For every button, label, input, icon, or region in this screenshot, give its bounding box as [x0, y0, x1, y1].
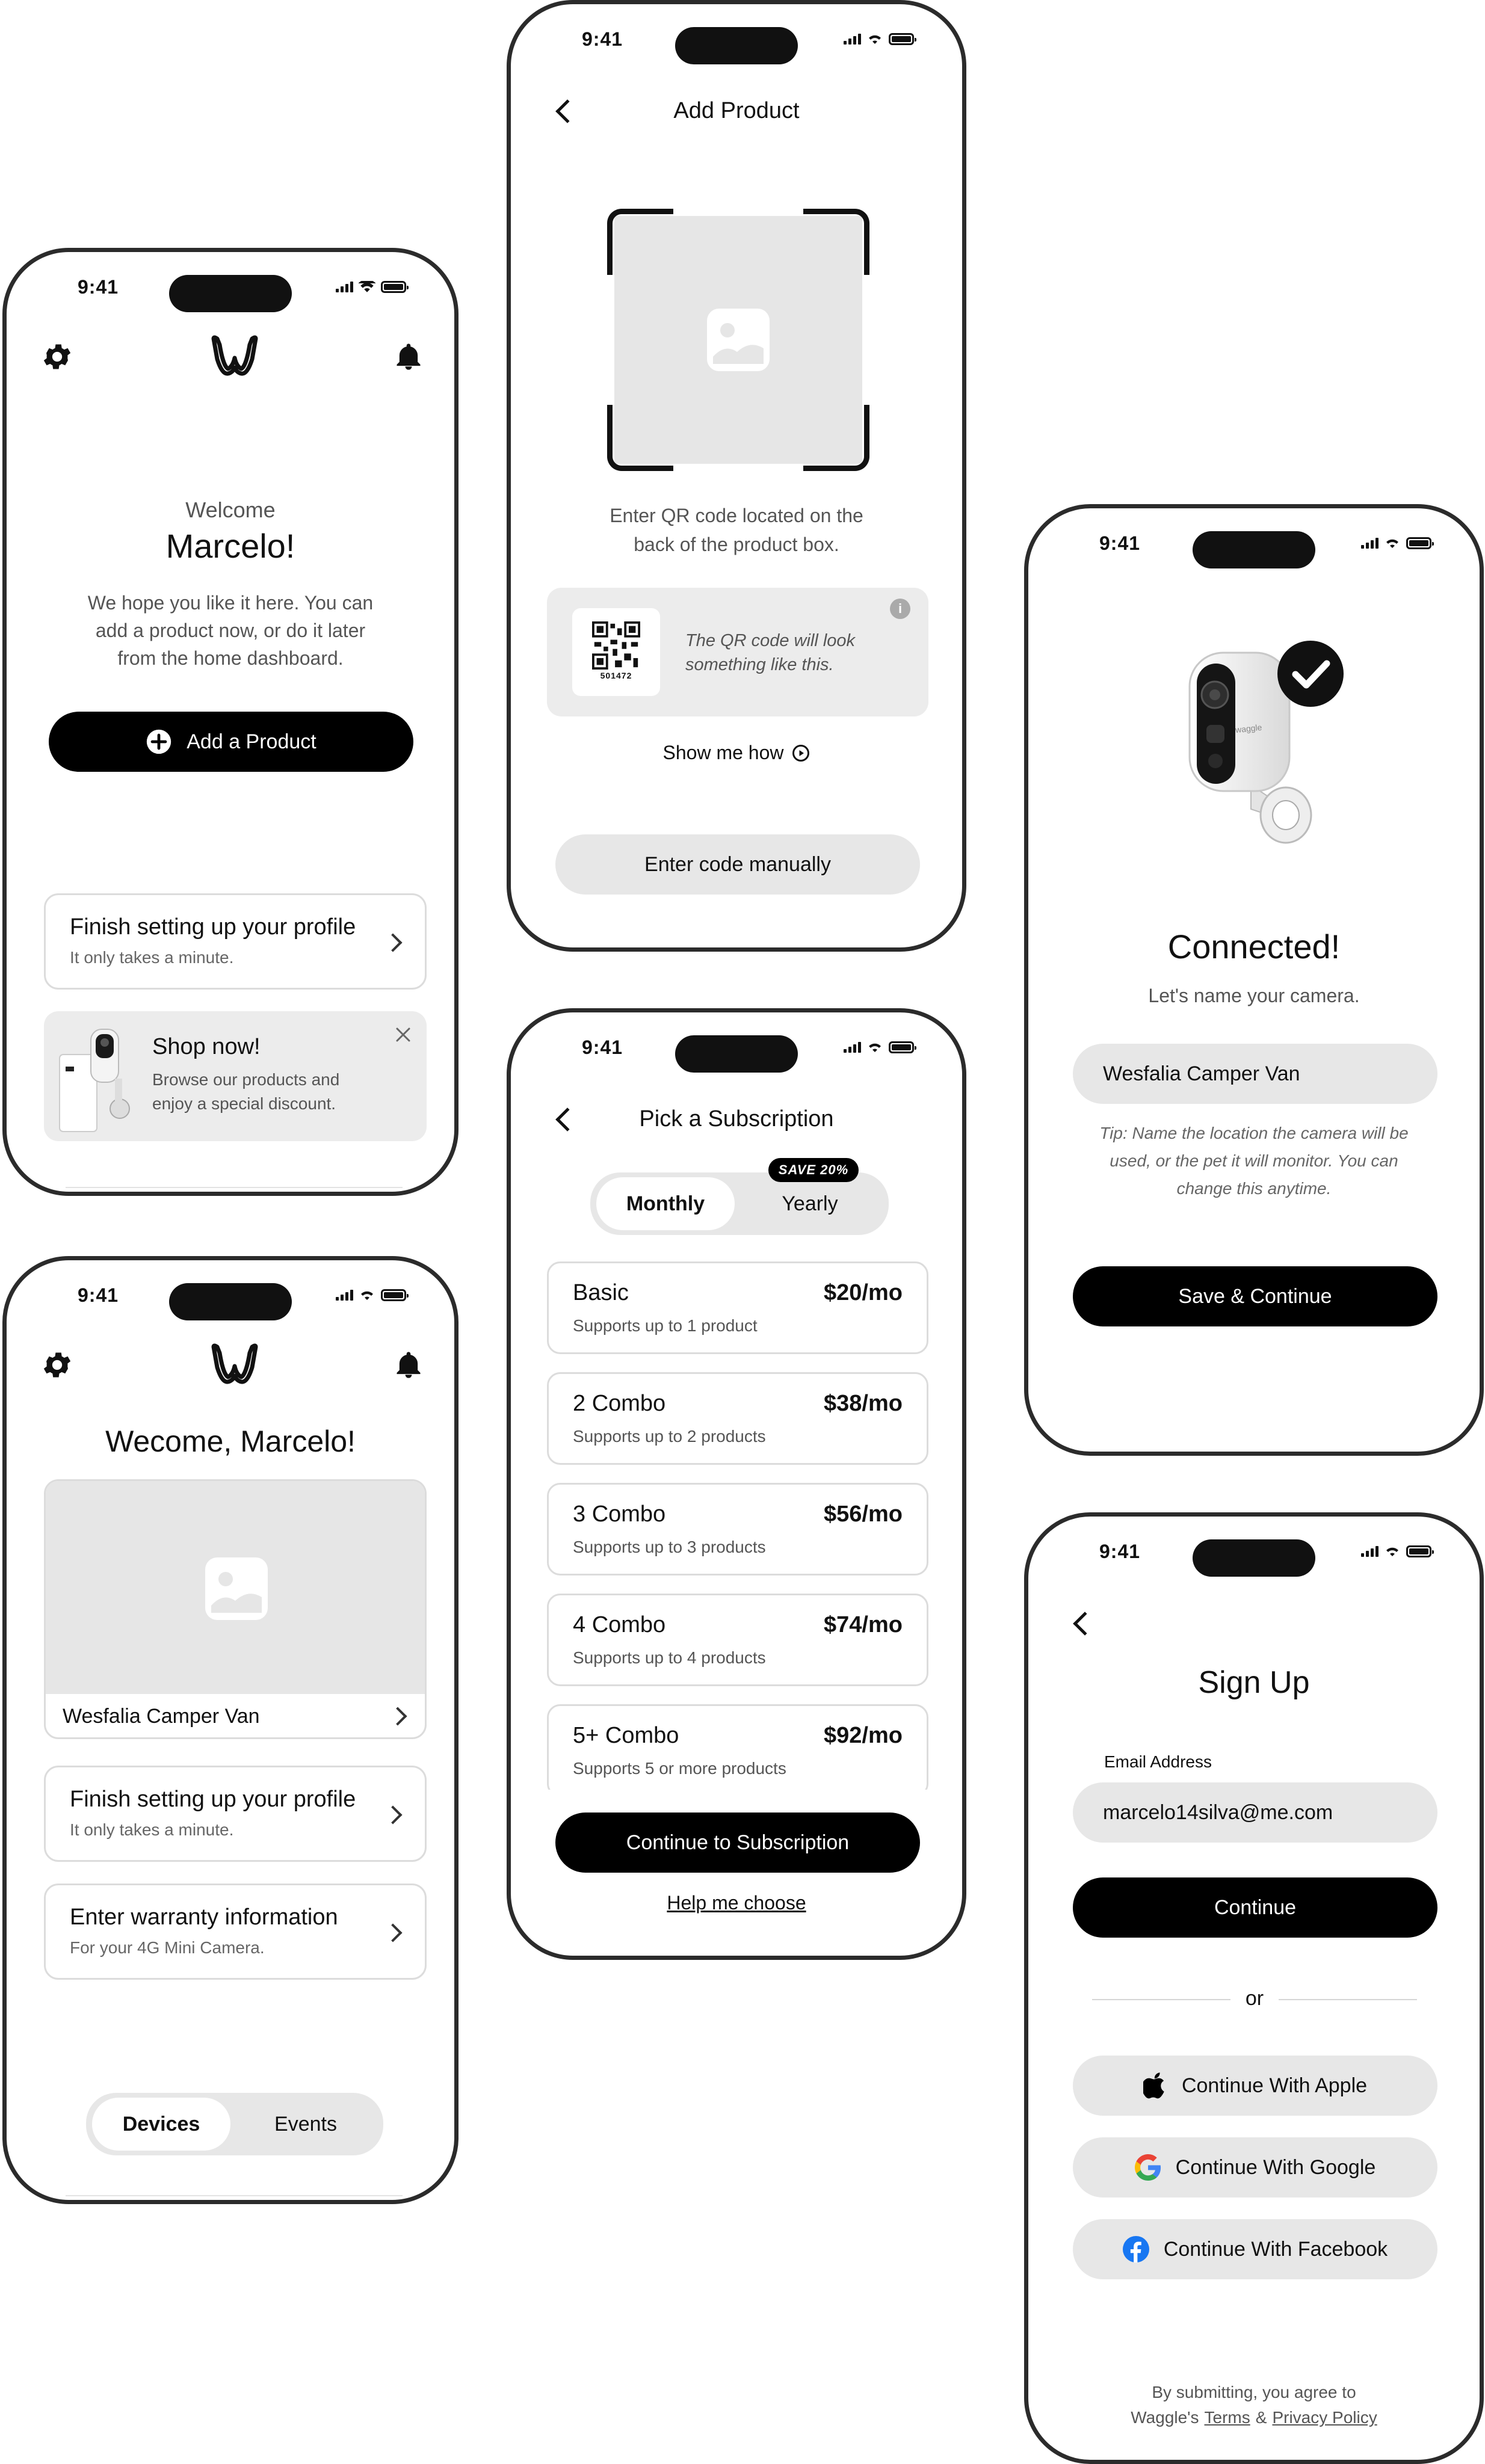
plus-circle-icon — [146, 728, 172, 755]
plan-basic[interactable] — [547, 1261, 928, 1354]
legal-line-2 — [1028, 2408, 1480, 2427]
sign-up-screen — [1024, 1512, 1484, 2464]
or-divider — [1092, 1982, 1417, 2018]
status-time: 9:41 — [582, 28, 623, 50]
show-me-how-link[interactable] — [511, 742, 962, 764]
close-icon[interactable] — [395, 1027, 411, 1043]
plan-price: $38/mo — [824, 1391, 903, 1416]
welcome-name: Marcelo! — [165, 527, 295, 565]
chevron-right-icon — [383, 1805, 402, 1824]
profile-card-title: Finish setting up your profile — [70, 914, 356, 940]
image-placeholder-icon — [205, 1557, 268, 1620]
plan-desc: Supports up to 1 product — [573, 1316, 758, 1335]
wifi-icon — [1384, 537, 1401, 549]
status-time: 9:41 — [1099, 1541, 1141, 1562]
plan-name: 5+ Combo — [573, 1723, 679, 1748]
plan-desc: Supports up to 3 products — [573, 1538, 766, 1556]
qr-hint-card — [547, 588, 928, 716]
add-product-label: Add a Product — [187, 730, 316, 753]
toggle-yearly[interactable]: Yearly — [782, 1192, 838, 1215]
continue-button[interactable]: Continue — [1073, 1877, 1437, 1938]
shop-now-card[interactable] — [44, 1011, 427, 1141]
bottom-tab-switcher — [86, 2093, 383, 2155]
chevron-right-icon — [383, 933, 402, 952]
dynamic-island — [1193, 1539, 1315, 1577]
show-me-how-label: Show me how — [662, 742, 784, 763]
dashboard-title: Wecome, Marcelo! — [105, 1424, 356, 1458]
dynamic-island — [169, 275, 292, 312]
save-continue-button[interactable]: Save & Continue — [1073, 1266, 1437, 1326]
status-icons — [844, 1041, 914, 1053]
plan-list-clip — [545, 1702, 932, 1790]
status-icons — [1361, 1545, 1431, 1557]
warranty-card-subtitle: For your 4G Mini Camera. — [70, 1938, 265, 1957]
plan-4-combo[interactable] — [547, 1594, 928, 1686]
plan-2-combo[interactable] — [547, 1372, 928, 1465]
qr-code-number: 501472 — [600, 671, 632, 680]
profile-setup-card[interactable] — [44, 893, 427, 990]
battery-icon — [1406, 537, 1431, 549]
camera-name-input[interactable] — [1073, 1044, 1437, 1104]
signal-icon — [844, 1042, 861, 1053]
camera-name-value: Wesfalia Camper Van — [1103, 1062, 1300, 1085]
dashboard-screen — [2, 1256, 458, 2204]
gear-icon[interactable] — [40, 1348, 74, 1382]
connected-title: Connected! — [1167, 928, 1341, 966]
plan-desc: Supports up to 4 products — [573, 1648, 766, 1667]
toggle-monthly[interactable]: Monthly — [596, 1177, 735, 1230]
continue-with-google-button[interactable] — [1073, 2137, 1437, 2198]
image-placeholder-icon — [707, 309, 770, 371]
wifi-icon — [866, 33, 883, 45]
help-me-choose-link[interactable]: Help me choose — [667, 1892, 806, 1914]
save-badge: SAVE 20% — [768, 1158, 859, 1182]
waggle-logo-icon — [210, 1343, 259, 1385]
status-icons — [844, 33, 914, 45]
wifi-icon — [866, 1041, 883, 1053]
wifi-icon — [359, 281, 375, 293]
check-badge-icon[interactable] — [1276, 639, 1345, 708]
shop-card-subtitle: Browse our products and enjoy a special discount. — [152, 1070, 340, 1113]
welcome-greeting: Welcome — [185, 497, 276, 522]
device-preview-image — [46, 1481, 425, 1694]
page-title: Sign Up — [1198, 1665, 1310, 1700]
apple-label: Continue With Apple — [1181, 2074, 1368, 2097]
qr-code-icon — [592, 621, 640, 670]
play-circle-icon — [792, 744, 810, 762]
amp-text: & — [1255, 2408, 1267, 2427]
profile-card-title: Finish setting up your profile — [70, 1787, 356, 1812]
profile-setup-card[interactable] — [44, 1766, 427, 1862]
wifi-icon — [1384, 1545, 1401, 1557]
plan-3-combo[interactable] — [547, 1483, 928, 1575]
plan-price: $74/mo — [824, 1612, 903, 1637]
device-card[interactable] — [44, 1479, 427, 1739]
bottom-divider — [66, 1187, 403, 1188]
plan-name: Basic — [573, 1280, 629, 1305]
status-time: 9:41 — [1099, 532, 1141, 554]
profile-card-subtitle: It only takes a minute. — [70, 1820, 234, 1839]
continue-with-apple-button[interactable] — [1073, 2056, 1437, 2116]
status-icons — [336, 1289, 406, 1301]
plan-price: $56/mo — [824, 1502, 903, 1527]
enter-code-manually-button[interactable]: Enter code manually — [555, 834, 920, 895]
chevron-right-icon — [383, 1923, 402, 1942]
signal-icon — [1361, 538, 1378, 549]
google-icon — [1135, 2154, 1161, 2181]
status-icons — [336, 281, 406, 293]
signal-icon — [336, 1290, 353, 1301]
connected-screen — [1024, 504, 1484, 1456]
privacy-policy-link[interactable]: Privacy Policy — [1272, 2408, 1377, 2427]
signal-icon — [1361, 1546, 1378, 1557]
qr-instruction: Enter QR code located on the back of the product box. — [610, 505, 863, 555]
welcome-body: We hope you like it here. You can add a product now, or do it later from the home dashboard. — [87, 592, 374, 669]
status-time: 9:41 — [582, 1036, 623, 1058]
qr-scanner-frame[interactable] — [607, 209, 869, 471]
add-product-screen — [507, 0, 966, 952]
status-icons — [1361, 537, 1431, 549]
legal-prefix: Waggle's — [1131, 2408, 1199, 2427]
battery-icon — [381, 1289, 406, 1301]
wifi-icon — [359, 1289, 375, 1301]
email-label: Email Address — [1104, 1752, 1212, 1771]
warranty-card-title: Enter warranty information — [70, 1905, 338, 1930]
status-time: 9:41 — [78, 1284, 119, 1306]
camera-product-image — [55, 1018, 139, 1136]
naming-tip: Tip: Name the location the camera will be used, or the pet it will monitor. You can change this anytime. — [1099, 1124, 1409, 1198]
plan-price: $92/mo — [824, 1723, 903, 1748]
camera-brand-label: waggle — [1235, 722, 1263, 735]
bell-icon[interactable] — [393, 1349, 424, 1381]
plan-desc: Supports 5 or more products — [573, 1759, 786, 1778]
signal-icon — [844, 34, 861, 45]
email-value: marcelo14silva@me.com — [1103, 1800, 1333, 1824]
subscription-screen — [507, 1008, 966, 1960]
battery-icon — [889, 1041, 914, 1053]
shop-card-title: Shop now! — [152, 1034, 261, 1059]
plan-name: 4 Combo — [573, 1612, 666, 1637]
apple-icon — [1143, 2072, 1167, 2099]
terms-link[interactable]: Terms — [1204, 2408, 1250, 2427]
waggle-logo-icon — [210, 335, 259, 377]
chevron-right-icon — [388, 1707, 407, 1725]
qr-hint-text: The QR code will look something like this. — [685, 631, 856, 674]
add-product-button[interactable] — [49, 712, 413, 772]
or-label: or — [1245, 1987, 1264, 2010]
status-time: 9:41 — [78, 276, 119, 298]
plan-name: 2 Combo — [573, 1391, 666, 1416]
continue-with-facebook-button[interactable] — [1073, 2219, 1437, 2279]
email-field[interactable] — [1073, 1782, 1437, 1843]
battery-icon — [889, 33, 914, 45]
tab-devices[interactable]: Devices — [92, 2098, 230, 2151]
gear-icon[interactable] — [40, 340, 74, 374]
bell-icon[interactable] — [393, 341, 424, 372]
dynamic-island — [675, 27, 798, 64]
plan-desc: Supports up to 2 products — [573, 1427, 766, 1446]
legal-line-1: By submitting, you agree to — [1152, 2383, 1356, 2401]
connected-subtitle: Let's name your camera. — [1148, 985, 1360, 1006]
page-title: Add Product — [673, 98, 800, 123]
device-name: Wesfalia Camper Van — [63, 1705, 260, 1728]
dynamic-island — [169, 1283, 292, 1320]
battery-icon — [1406, 1545, 1431, 1557]
tab-events[interactable]: Events — [274, 2112, 337, 2136]
dynamic-island — [1193, 531, 1315, 568]
warranty-card[interactable] — [44, 1883, 427, 1980]
profile-card-subtitle: It only takes a minute. — [70, 948, 234, 967]
plan-5-combo[interactable] — [547, 1704, 928, 1790]
back-arrow-icon[interactable] — [1073, 1612, 1097, 1636]
battery-icon — [381, 281, 406, 293]
continue-to-subscription-button[interactable]: Continue to Subscription — [555, 1813, 920, 1873]
qr-sample — [572, 608, 660, 696]
facebook-label: Continue With Facebook — [1163, 2237, 1388, 2261]
signal-icon — [336, 282, 353, 292]
bottom-divider — [66, 2195, 403, 2196]
dynamic-island — [675, 1035, 798, 1073]
info-icon[interactable]: i — [890, 599, 910, 619]
billing-toggle — [590, 1162, 889, 1235]
plan-price: $20/mo — [824, 1280, 903, 1305]
plan-name: 3 Combo — [573, 1502, 666, 1527]
welcome-screen — [2, 248, 458, 1196]
google-label: Continue With Google — [1175, 2155, 1376, 2179]
page-title: Pick a Subscription — [639, 1106, 834, 1132]
facebook-icon — [1123, 2236, 1149, 2262]
